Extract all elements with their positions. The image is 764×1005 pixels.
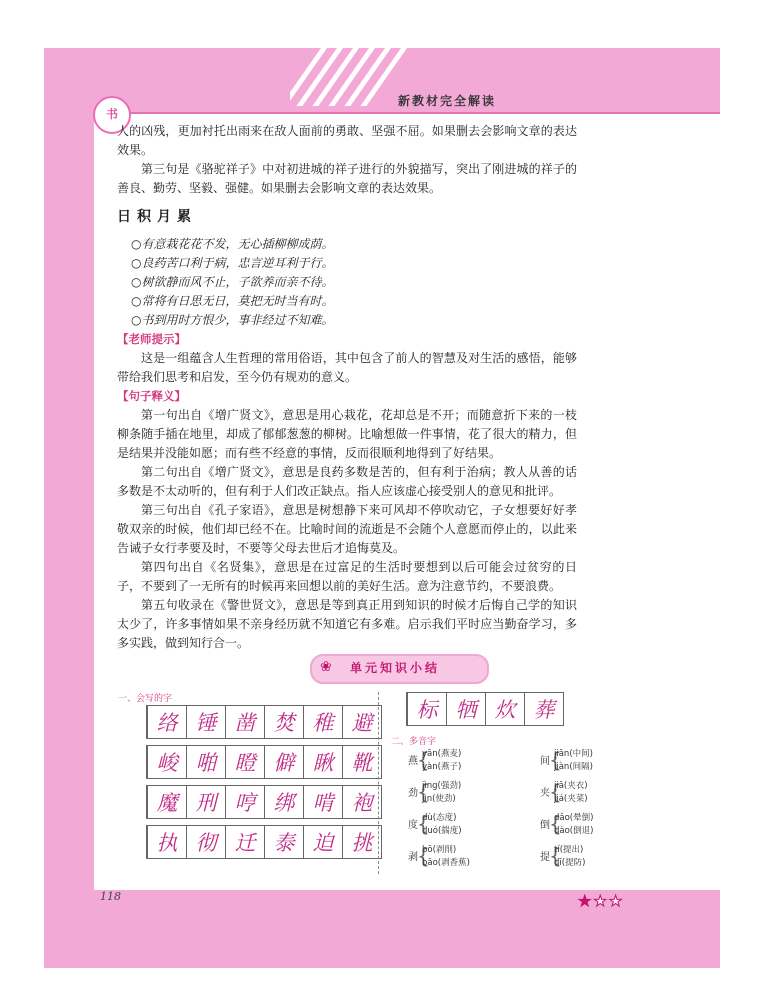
char-cell: 僻: [265, 746, 304, 778]
char-cell: 啪: [187, 746, 226, 778]
char-cell: 标: [408, 693, 447, 725]
char-cell: 稚: [304, 706, 343, 738]
header-rule: [94, 112, 720, 114]
header-title: 新教材完全解读: [398, 94, 497, 108]
char-cell: 魔: [148, 786, 187, 818]
char-cell: 袍: [343, 786, 382, 818]
page-number: 118: [100, 890, 121, 903]
char-cell: 绑: [265, 786, 304, 818]
char-cell: 凿: [226, 706, 265, 738]
section-title: 日积月累: [117, 209, 197, 225]
char-row: [146, 785, 382, 819]
header-stripes: [290, 48, 720, 106]
char-row: [146, 745, 382, 779]
summary-banner: [310, 654, 489, 684]
explain-paragraph: 第一句出自《增广贤文》，意思是用心栽花，花却总是不开；而随意折下来的一枝柳条随手插在地里，却成了郁郁葱葱的柳树。比喻想做一件事情，花了很大的精力，但是结果并没能如愿；而有些不经意的事情，反而很顺利地得到了好结果。: [117, 408, 577, 460]
saying-item: ○书到用时方恨少，事非经过不知难。: [131, 313, 334, 327]
char-cell: 哼: [226, 786, 265, 818]
char-cell: 靴: [343, 746, 382, 778]
explain-paragraph: 第三句出自《孔子家语》，意思是树想静下来可风却不停吹动它，子女想要好好孝敬双亲的时候，他们却已经不在。比喻时间的流逝是不会随个人意愿而停止的，以此来告诫子女行孝要及时，不要等父母去世后才追悔莫及。: [117, 503, 577, 555]
star-icon: ★: [608, 892, 625, 910]
book-logo-icon: 书: [93, 96, 131, 134]
teacher-tip-label: 【老师提示】: [117, 332, 186, 346]
char-cell: 迁: [226, 826, 265, 858]
summary-banner-title: 单元知识小结: [350, 661, 441, 675]
char-cell: 焚: [265, 706, 304, 738]
char-row: [146, 705, 382, 739]
char-cell: 络: [148, 706, 187, 738]
saying-item: ○常将有日思无日，莫把无时当有时。: [131, 294, 334, 308]
char-cell: 刑: [187, 786, 226, 818]
saying-item: ○有意栽花花不发，无心插柳柳成荫。: [131, 237, 334, 251]
char-cell: 葬: [525, 693, 564, 725]
char-row: [406, 692, 564, 726]
char-cell: 迫: [304, 826, 343, 858]
explain-paragraph: 第五句收录在《警世贤文》，意思是等到真正用到知识的时候才后悔自己学的知识太少了，许多事情如果不亲身经历就不知道它有多难。启示我们平时应当勤奋学习，多多实践，做到知行合一。: [117, 598, 577, 650]
teacher-tip-text: 这是一组蕴含人生哲理的常用俗语，其中包含了前人的智慧及对生活的感悟，能够带给我们思考和启发，至今仍有规劝的意义。: [117, 351, 577, 384]
paragraph: 第三句是《骆驼祥子》中对初进城的祥子进行的外貌描写，突出了刚进城的祥子的善良、勤劳、坚毅、强健。如果删去会影响文章的表达效果。: [117, 162, 577, 195]
divider-dashed: [378, 692, 379, 874]
star-icon: ★: [593, 892, 609, 910]
polyphone-label: 二、多音字: [391, 737, 437, 747]
char-cell: 避: [343, 706, 382, 738]
difficulty-stars: [578, 892, 624, 910]
char-cell: 执: [148, 826, 187, 858]
explain-paragraph: 第二句出自《增广贤文》，意思是良药多数是苦的，但有利于治病；教人从善的话多数是不太动听的，但有利于人们改正缺点。指人应该虚心接受别人的意见和批评。: [117, 465, 577, 498]
sayings-list: [117, 235, 577, 330]
char-row: [146, 825, 382, 859]
char-cell: 彻: [187, 826, 226, 858]
saying-item: ○良药苦口利于病，忠言逆耳利于行。: [131, 256, 334, 270]
main-content: [117, 122, 577, 653]
butterfly-icon: ❀: [320, 659, 332, 675]
star-icon: ★: [578, 892, 594, 910]
write-chars-label: 一、会写的字: [118, 694, 173, 704]
explain-paragraph: 第四句出自《名贤集》，意思是在过富足的生活时要想到以后可能会过贫穷的日子，不要到了一无所有的时候再来回想以前的美好生活。意为注意节约，不要浪费。: [117, 560, 577, 593]
char-cell: 啃: [304, 786, 343, 818]
paragraph: 人的凶残，更加衬托出雨来在敌人面前的勇敢、坚强不屈。如果删去会影响文章的表达效果。: [117, 124, 577, 157]
explain-label: 【句子释义】: [117, 389, 186, 403]
char-cell: 炊: [486, 693, 525, 725]
char-cell: 挑: [343, 826, 382, 858]
char-cell: 锤: [187, 706, 226, 738]
char-cell: 泰: [265, 826, 304, 858]
char-cell: 峻: [148, 746, 187, 778]
char-cell: 瞅: [304, 746, 343, 778]
char-cell: 牺: [447, 693, 486, 725]
saying-item: ○树欲静而风不止，子欲养而亲不待。: [131, 275, 334, 289]
char-cell: 瞪: [226, 746, 265, 778]
